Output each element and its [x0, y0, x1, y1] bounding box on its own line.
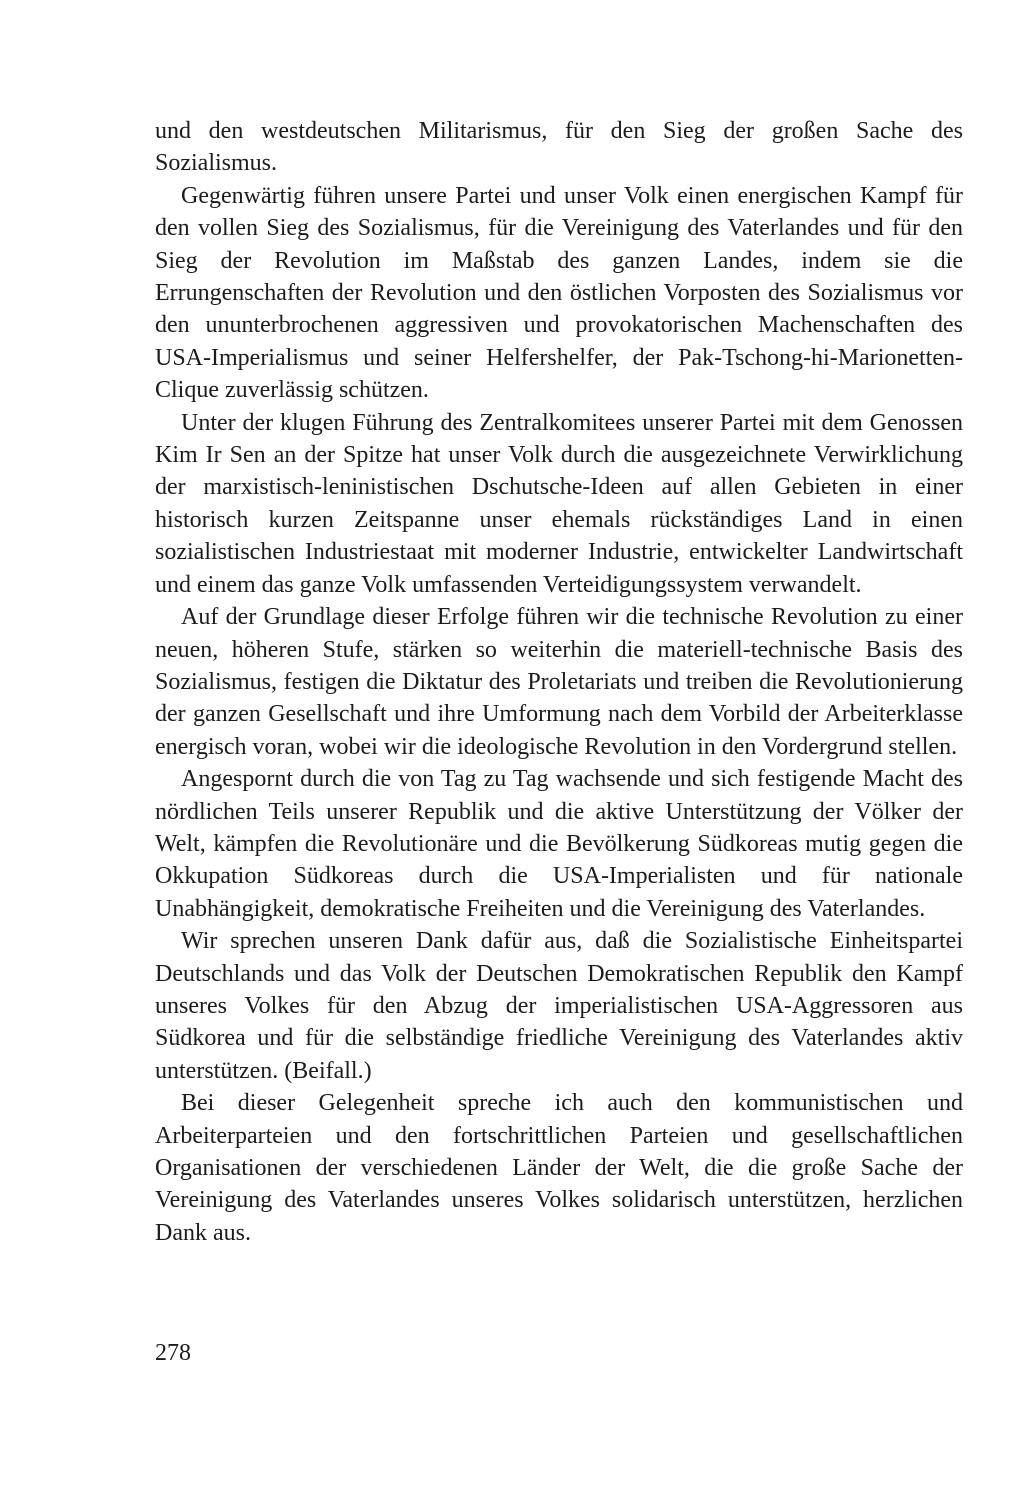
- paragraph: Wir sprechen unseren Dank dafür aus, daß die Sozialistische Einheitspartei Deutschlands und das Volk der Deutschen Demokratischen Republik den Kampf unseres Volkes für den Abzug der imperialistischen USA-Aggressoren aus Südkorea und für die selbständige friedliche Vereinigung des Vaterlandes aktiv unterstützen. (Beifall.): [155, 928, 963, 1084]
- paragraph: Bei dieser Gelegenheit spreche ich auch den kommunistischen und Arbeiterparteien und den fortschrittlichen Parteien und gesellschaftlichen Organisationen der verschiedenen Länder der Welt, die die große Sache der Vereinigung des Vaterlandes unseres Volkes solidarisch unterstützen, herzlichen Dank aus.: [155, 1090, 963, 1246]
- body-text: [155, 115, 963, 1249]
- page-number: 278: [155, 1340, 191, 1366]
- paragraph: Auf der Grundlage dieser Erfolge führen wir die technische Revolution zu einer neuen, höheren Stufe, stärken so weiterhin die materiell-technische Basis des Sozialismus, festigen die Diktatur des Proletariats und treiben die Revolutionierung der ganzen Gesellschaft und ihre Umformung nach dem Vorbild der Arbeiterklasse energisch voran, wobei wir die ideologische Revolution in den Vordergrund stellen.: [155, 604, 963, 760]
- paragraph: Angespornt durch die von Tag zu Tag wachsende und sich festigende Macht des nördlichen Teils unserer Republik und die aktive Unterstützung der Völker der Welt, kämpfen die Revolutionäre und die Bevölkerung Südkoreas mutig gegen die Okkupation Südkoreas durch die USA-Imperialisten und für nationale Unabhängigkeit, demokratische Freiheiten und die Vereinigung des Vaterlandes.: [155, 766, 963, 922]
- paragraph-continuation: und den westdeutschen Militarismus, für den Sieg der großen Sache des Sozialismus.: [155, 118, 963, 177]
- paragraph: Gegenwärtig führen unsere Partei und unser Volk einen energischen Kampf für den vollen Sieg des Sozialismus, für die Vereinigung des Vaterlandes und für den Sieg der Revolution im Maßstab des ganzen Landes, indem sie die Errungenschaften der Revolution und den östlichen Vorposten des Sozialismus vor den ununterbrochenen aggressiven und provokatorischen Machenschaften des USA-Imperialismus und seiner Helfershelfer, der Pak-Tschong-hi-Marionetten-Clique zuverlässig schützen.: [155, 182, 963, 404]
- paragraph: Unter der klugen Führung des Zentralkomitees unserer Partei mit dem Genossen Kim Ir Sen an der Spitze hat unser Volk durch die ausgezeichnete Verwirklichung der marxistisch-leninistischen Dschutsche-Ideen auf allen Gebieten in einer historisch kurzen Zeitspanne unser ehemals rückständiges Land in einen sozialistischen Industriestaat mit moderner Industrie, entwickelter Landwirtschaft und einem das ganze Volk umfassenden Verteidigungssystem verwandelt.: [155, 409, 963, 598]
